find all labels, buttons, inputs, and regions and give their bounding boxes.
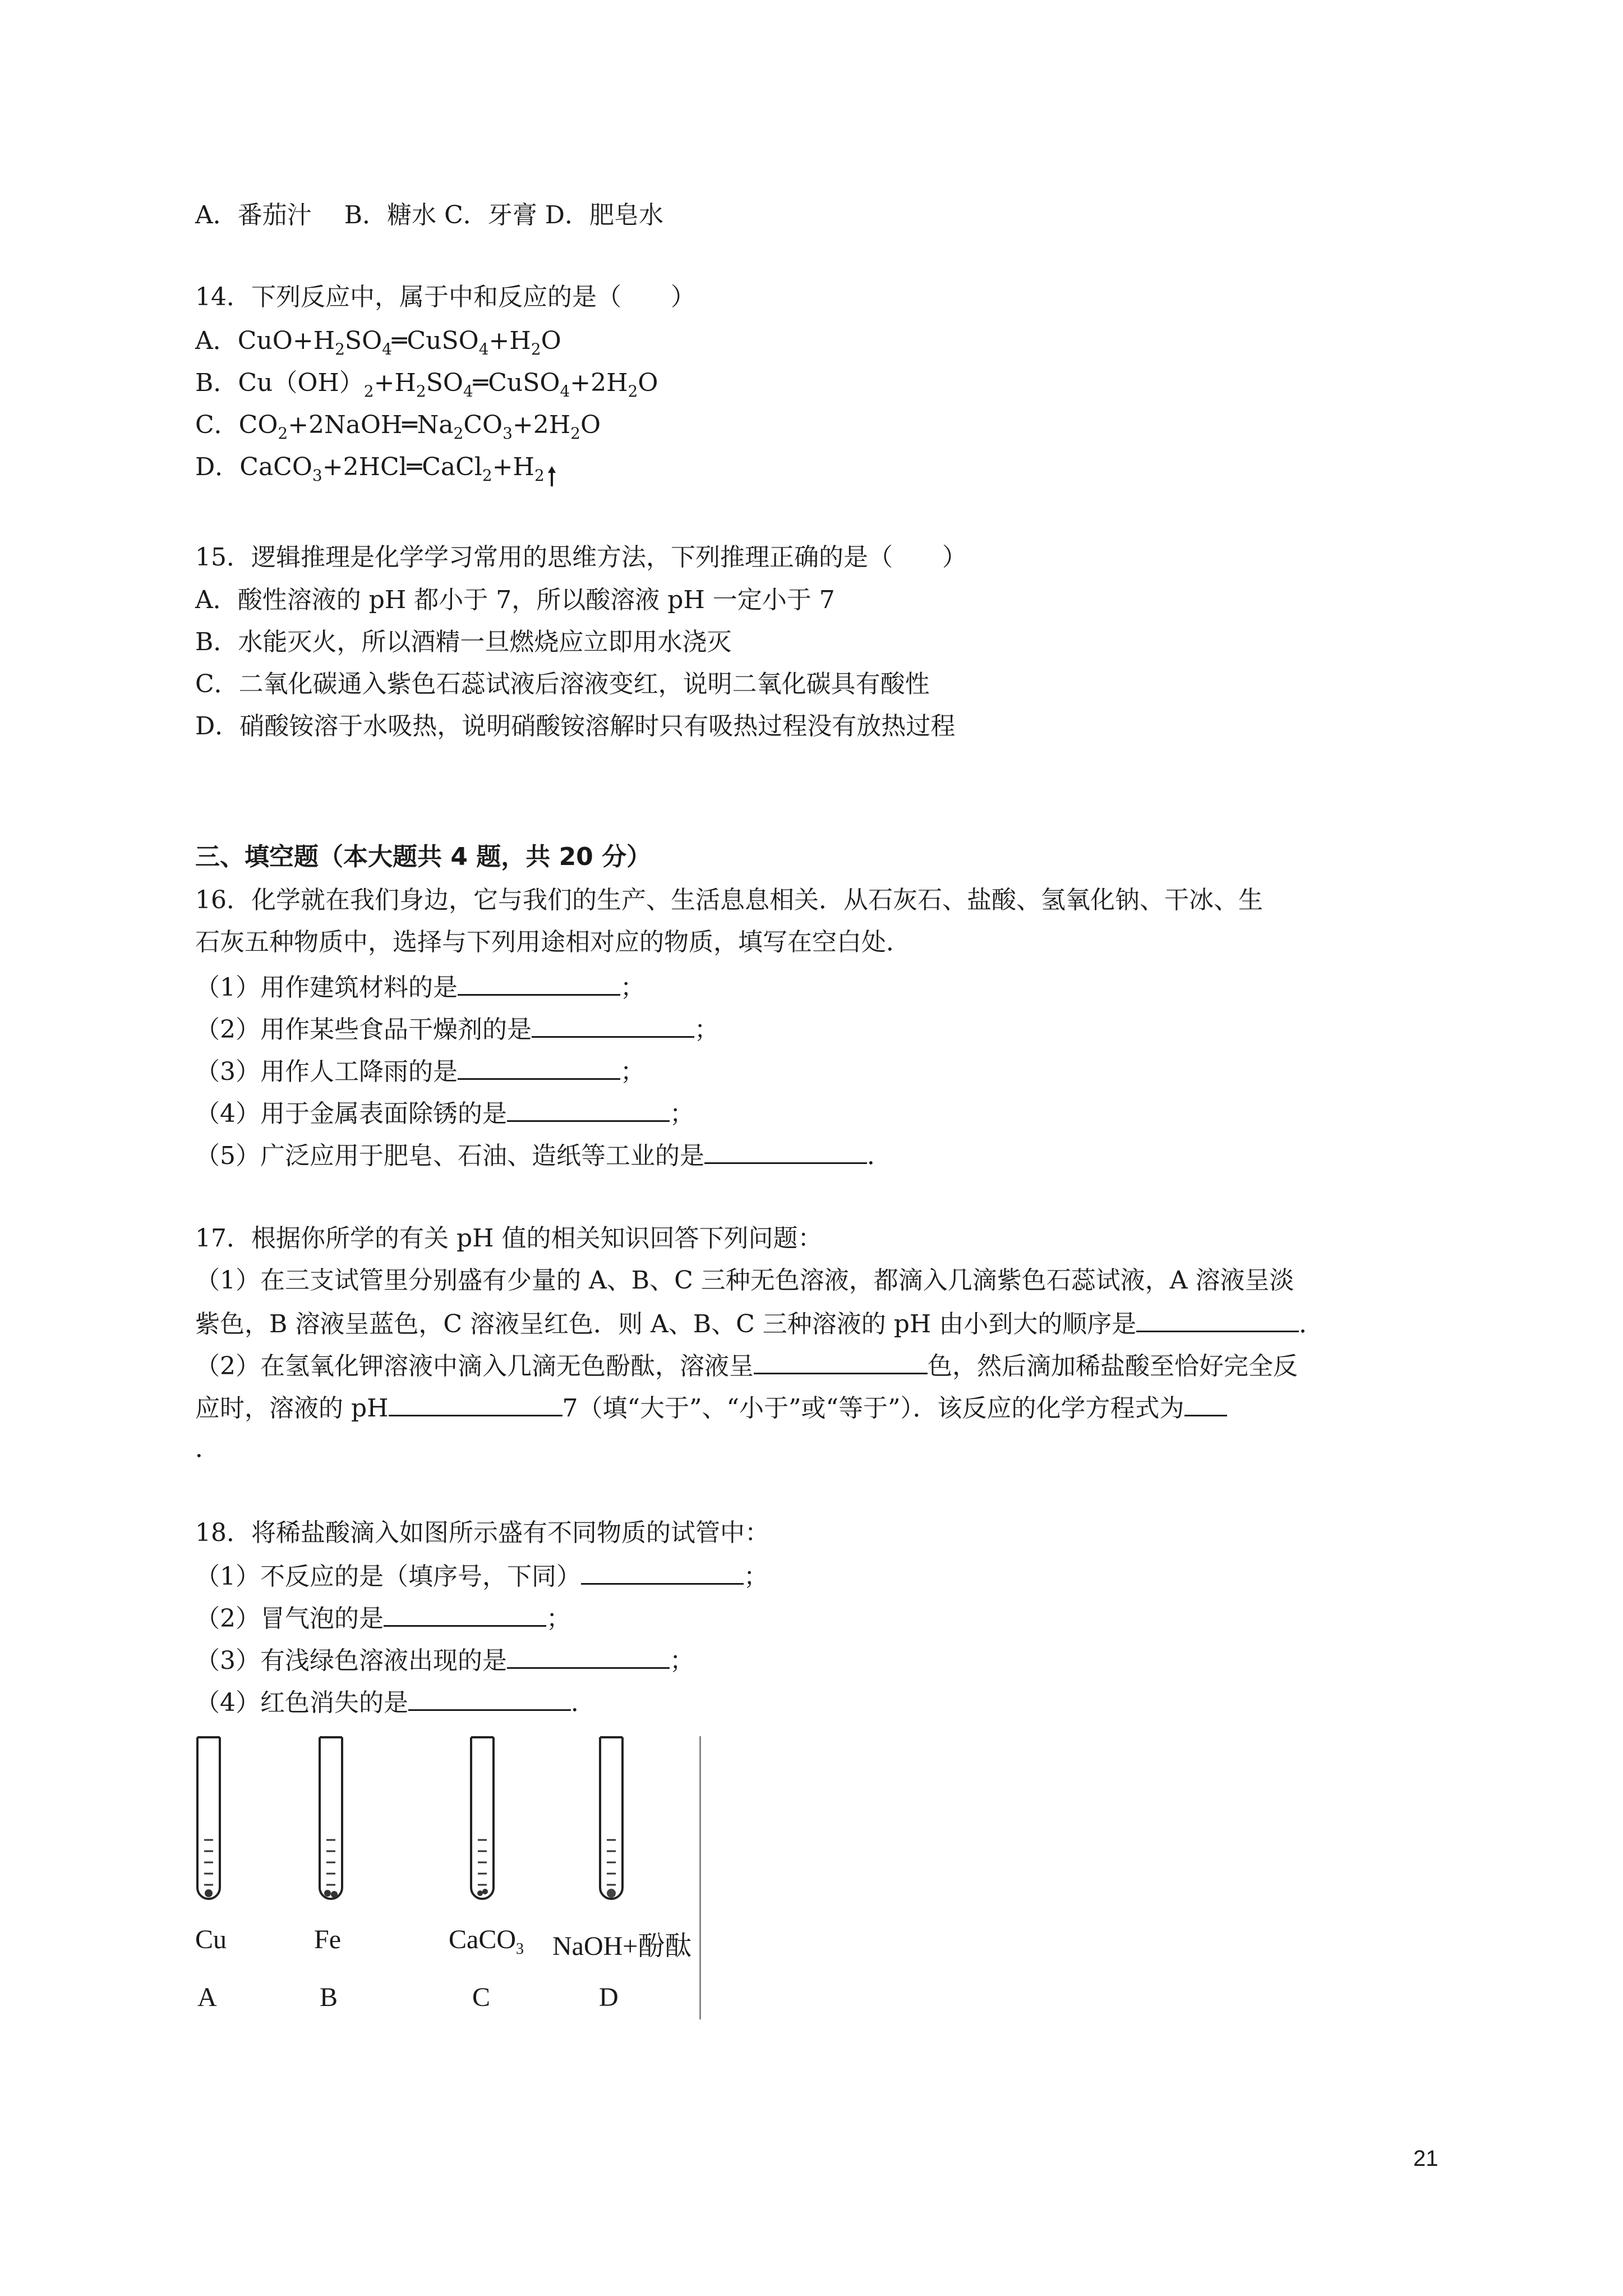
answer-blank[interactable]: [507, 1096, 670, 1122]
answer-blank[interactable]: [532, 1011, 694, 1038]
q13-options: A．番茄汁 B．糖水 C．牙膏 D．肥皂水: [195, 201, 664, 229]
tube-d-substance: NaOH+酚酞: [552, 1931, 692, 1961]
q17-part1-line2: 紫色，B 溶液呈蓝色，C 溶液呈红色．则 A、B、C 三种溶液的 pH 由小到大的顺序是 ．: [195, 1306, 1324, 1341]
answer-blank[interactable]: [384, 1600, 546, 1627]
answer-blank[interactable]: [458, 1053, 620, 1080]
q14-option-c: C．$CO_2+2NaOH═Na_2CO_3+2H_2O$: [195, 411, 601, 443]
q14-stem: 14．下列反应中，属于中和反应的是（ ）: [195, 283, 695, 311]
q18-stem: 18．将稀盐酸滴入如图所示盛有不同物质的试管中：: [195, 1519, 769, 1547]
answer-blank[interactable]: [581, 1558, 744, 1585]
tube-c-letter: C: [472, 1982, 491, 2012]
answer-blank[interactable]: [1136, 1306, 1299, 1332]
q18-part1: （1）不反应的是（填序号，下同） ；: [195, 1558, 768, 1594]
tube-b-letter: B: [320, 1982, 338, 2012]
tube-d-letter: D: [599, 1982, 619, 2012]
test-tube-c: [471, 1737, 494, 1899]
answer-blank[interactable]: [458, 969, 620, 996]
q16-stem-line1: 16．化学就在我们身边，它与我们的生产、生活息息相关．从石灰石、盐酸、氢氧化钠、干冰、生: [195, 886, 1263, 914]
q16-part3: （3）用作人工降雨的是 ；: [195, 1053, 645, 1089]
figure-border: [699, 1736, 701, 2019]
tube-c-substance: CaCO$_3$: [449, 1925, 524, 1958]
q14-option-d: D．$CaCO_3+2HCl═CaCl_2+H_2$: [195, 450, 556, 484]
q16-part1: （1）用作建筑材料的是 ；: [195, 969, 645, 1005]
q15-option-d: D．硝酸铵溶于水吸热，说明硝酸铵溶解时只有吸热过程没有放热过程: [195, 712, 956, 740]
q17-part2-line1: （2）在氢氧化钾溶液中滴入几滴无色酚酞，溶液呈 色，然后滴加稀盐酸至恰好完全反: [195, 1348, 1298, 1383]
answer-blank[interactable]: [754, 1348, 928, 1374]
tube-a-letter: A: [197, 1982, 217, 2012]
test-tube-a: [197, 1737, 220, 1899]
q16-part2: （2）用作某些食品干燥剂的是 ；: [195, 1011, 719, 1047]
answer-blank[interactable]: [1184, 1390, 1227, 1416]
q16-part4: （4）用于金属表面除锈的是 ；: [195, 1096, 694, 1131]
q15-option-c: C．二氧化碳通入紫色石蕊试液后溶液变红，说明二氧化碳具有酸性: [195, 670, 930, 698]
gas-arrow-icon: [548, 466, 556, 473]
q18-part4: （4）红色消失的是 ．: [195, 1685, 596, 1720]
q14-option-a: A．$CuO+H_2SO_4═CuSO_4+H_2O$: [195, 326, 561, 358]
q18-part2: （2）冒气泡的是 ；: [195, 1600, 571, 1636]
section-title: 三、填空题（本大题共 4 题，共 20 分）: [195, 843, 652, 871]
q14-option-b: B．$Cu(OH)_2+H_2SO_4═CuSO_4+2H_2O$: [195, 369, 658, 401]
q16-stem-line2: 石灰五种物质中，选择与下列用途相对应的物质，填写在空白处．: [195, 928, 911, 956]
tube-a-substance: Cu: [195, 1925, 227, 1954]
answer-blank[interactable]: [408, 1685, 571, 1711]
q16-part5: （5）广泛应用于肥皂、石油、造纸等工业的是 ．: [195, 1138, 892, 1173]
q15-option-a: A．酸性溶液的 pH 都小于 7，所以酸溶液 pH 一定小于 7: [195, 586, 835, 614]
test-tube-figure: [185, 1736, 701, 2019]
q18-part3: （3）有浅绿色溶液出现的是 ；: [195, 1642, 694, 1678]
answer-blank[interactable]: [507, 1642, 670, 1669]
test-tubes-drawing: [185, 1736, 690, 1916]
q17-part2-line3: ．: [195, 1434, 220, 1463]
q15-stem: 15．逻辑推理是化学学习常用的思维方法，下列推理正确的是（ ）: [195, 543, 967, 572]
q15-option-b: B．水能灭火，所以酒精一旦燃烧应立即用水浇灭: [195, 628, 732, 656]
q17-part2-line2: 应时，溶液的 pH 7（填“大于”、“小于”或“等于”）．该反应的化学方程式为: [195, 1390, 1227, 1425]
test-tube-b: [320, 1737, 342, 1899]
answer-blank[interactable]: [389, 1390, 562, 1416]
q17-part1-line1: （1）在三支试管里分别盛有少量的 A、B、C 三种无色溶液，都滴入几滴紫色石蕊试液，A 溶液呈淡: [195, 1266, 1294, 1295]
q17-stem: 17．根据你所学的有关 pH 值的相关知识回答下列问题：: [195, 1224, 823, 1253]
tube-b-substance: Fe: [314, 1925, 341, 1954]
answer-blank[interactable]: [704, 1138, 867, 1164]
page-number: 21: [1413, 2146, 1438, 2171]
test-tube-d: [600, 1737, 623, 1899]
